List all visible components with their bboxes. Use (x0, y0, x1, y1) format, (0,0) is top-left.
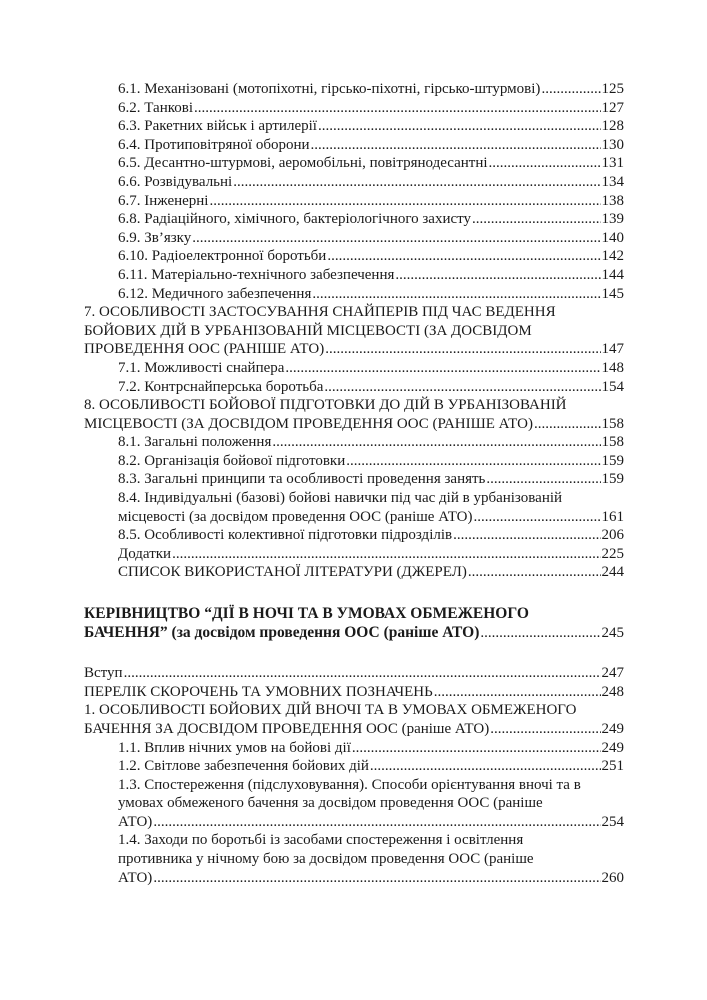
page-number: 249 (601, 739, 624, 756)
toc-entry-multiline[interactable] (84, 831, 624, 887)
dot-leader (233, 173, 600, 192)
toc-entry[interactable] (84, 452, 624, 471)
toc-entry[interactable] (84, 563, 624, 582)
spacer (84, 582, 624, 604)
entry-title: 8.1. Загальні положення (118, 434, 272, 451)
page-number: 138 (601, 192, 624, 209)
dot-leader (325, 340, 600, 359)
entry-title: БАЧЕННЯ” (за досвідом проведення ООС (раніше АТО) (84, 623, 480, 641)
toc-entry[interactable] (84, 210, 624, 229)
toc-entry[interactable] (84, 757, 624, 776)
table-of-contents (84, 80, 624, 887)
page-number: 127 (601, 99, 624, 116)
toc-entry[interactable] (84, 173, 624, 192)
dot-leader (285, 359, 600, 378)
toc-entry[interactable] (84, 415, 624, 434)
dot-leader (370, 757, 601, 776)
entry-title: 6.10. Радіоелектронної боротьби (118, 248, 327, 265)
dot-leader (541, 80, 600, 99)
entry-title: 6.1. Механізовані (мотопіхотні, гірсько-піхотні, гірсько-штурмові) (118, 81, 541, 97)
entry-title: СПИСОК ВИКОРИСТАНОЇ ЛІТЕРАТУРИ (ДЖЕРЕЛ) (118, 564, 467, 581)
toc-entry (118, 869, 624, 888)
entry-title: 6.4. Протиповітряної оборони (118, 136, 310, 153)
dot-leader (194, 99, 601, 118)
section-8-heading (84, 396, 624, 433)
toc-entry[interactable] (84, 545, 624, 564)
entry-title: МІСЦЕВОСТІ (ЗА ДОСВІДОМ ПРОВЕДЕННЯ ООС (РАНІШЕ АТО) (84, 415, 533, 432)
page-number: 154 (601, 378, 624, 395)
toc-entry-multiline[interactable] (84, 489, 624, 526)
page-number: 128 (601, 118, 624, 135)
entry-title: 6.9. Зв’язку (118, 229, 192, 246)
dot-leader (490, 720, 600, 739)
page-number: 148 (601, 359, 624, 376)
toc-entry[interactable] (84, 266, 624, 285)
toc-part1-list (84, 80, 624, 303)
dot-leader (327, 247, 600, 266)
entry-title: Додатки (118, 545, 172, 562)
entry-title: ПЕРЕЛІК СКОРОЧЕНЬ ТА УМОВНИХ ПОЗНАЧЕНЬ (84, 683, 433, 700)
entry-title: 7.2. Контрснайперська боротьба (118, 378, 324, 395)
dot-leader (352, 739, 601, 758)
page-number: 139 (601, 211, 624, 228)
entry-title: 6.3. Ракетних військ і артилерії (118, 118, 317, 135)
page-number: 254 (601, 813, 624, 830)
page-number: 225 (601, 545, 624, 562)
dot-leader (312, 285, 600, 304)
toc-entry[interactable] (84, 136, 624, 155)
page-number: 260 (601, 869, 624, 886)
page-number: 244 (601, 564, 624, 581)
entry-title-line: 1.3. Спостереження (підслуховування). Способи орієнтування вночі та в (118, 776, 581, 793)
toc-entry[interactable] (84, 433, 624, 452)
dot-leader (489, 154, 601, 173)
entry-title: 6.11. Матеріально-технічного забезпечення (118, 266, 395, 283)
page-number: 147 (601, 341, 624, 358)
entry-title: ПРОВЕДЕННЯ ООС (РАНІШЕ АТО) (84, 341, 325, 358)
toc-entry[interactable] (84, 117, 624, 136)
entry-title: 6.2. Танкові (118, 99, 193, 116)
entry-title: АТО) (118, 869, 153, 886)
toc-entry[interactable] (84, 285, 624, 304)
page-number: 249 (601, 720, 624, 737)
toc-entry[interactable] (84, 80, 624, 99)
toc-entry[interactable] (84, 340, 624, 359)
entry-title: 8.2. Організація бойової підготовки (118, 452, 346, 469)
dot-leader (311, 136, 601, 155)
dot-leader (318, 117, 601, 136)
dot-leader (124, 664, 601, 683)
toc-entry[interactable] (84, 664, 624, 683)
dot-leader (434, 683, 601, 702)
heading-line: 7. ОСОБЛИВОСТІ ЗАСТОСУВАННЯ СНАЙПЕРІВ ПІД ЧАС ВЕДЕННЯ (84, 304, 556, 321)
page-number: 247 (601, 665, 624, 682)
page-number: 159 (601, 452, 624, 469)
entry-title: 7.1. Можливості снайпера (118, 359, 285, 376)
toc-entry[interactable] (84, 154, 624, 173)
page-number: 159 (601, 471, 624, 488)
page-number: 145 (601, 285, 624, 302)
entry-title: 6.8. Радіаційного, хімічного, бактеріологічного захисту (118, 211, 472, 228)
toc-entry (84, 624, 624, 643)
entry-title: БАЧЕННЯ ЗА ДОСВІДОМ ПРОВЕДЕННЯ ООС (раніше АТО) (84, 720, 490, 737)
entry-title-line: 1.4. Заходи по боротьбі із засобами спостереження і освітлення (118, 832, 524, 849)
toc-entry[interactable] (84, 683, 624, 702)
entry-title: 8.3. Загальні принципи та особливості проведення занять (118, 471, 486, 488)
page-number: 131 (601, 155, 624, 172)
toc-entry[interactable] (84, 229, 624, 248)
dot-leader (468, 563, 601, 582)
section-1-heading[interactable] (84, 701, 624, 738)
dot-leader (272, 433, 600, 452)
page-number: 251 (601, 758, 624, 775)
entry-title: 6.7. Інженерні (118, 192, 209, 209)
entry-title: АТО) (118, 813, 153, 830)
page-number: 248 (601, 683, 624, 700)
toc-entry[interactable] (84, 247, 624, 266)
toc-entry[interactable] (84, 192, 624, 211)
entry-title: 1.1. Вплив нічних умов на бойові дії (118, 739, 351, 756)
toc-entry[interactable] (84, 526, 624, 545)
toc-entry (118, 508, 624, 527)
heading-line: 8. ОСОБЛИВОСТІ БОЙОВОЇ ПІДГОТОВКИ ДО ДІЙ В УРБАНІЗОВАНІЙ (84, 397, 567, 414)
dot-leader (474, 508, 601, 527)
entry-title-line: противника у нічному бою за досвідом проведення ООС (раніше (118, 851, 534, 868)
toc-entry[interactable] (84, 378, 624, 397)
entry-title: 1.2. Світлове забезпечення бойових дій (118, 758, 369, 775)
entry-title: 6.5. Десантно-штурмові, аеромобільні, повітрянодесантні (118, 155, 488, 172)
toc-entry (118, 813, 624, 832)
toc-entry[interactable] (84, 739, 624, 758)
toc-entry[interactable] (84, 470, 624, 489)
dot-leader (472, 210, 600, 229)
entry-title: місцевості (за досвідом проведення ООС (раніше АТО) (118, 508, 473, 525)
entry-title-line: 8.4. Індивідуальні (базові) бойові навички під час дій в урбанізованій (118, 490, 563, 507)
dot-leader (153, 869, 600, 888)
dot-leader (172, 545, 600, 564)
heading-line: БОЙОВИХ ДІЙ В УРБАНІЗОВАНІЙ МІСЦЕВОСТІ (ЗА ДОСВІДОМ (84, 322, 532, 339)
dot-leader (324, 378, 600, 397)
entry-title-line: умовах обмеженого бачення за досвідом проведення ООС (раніше (118, 795, 543, 812)
dot-leader (192, 229, 600, 248)
dot-leader (395, 266, 600, 285)
page-number: 142 (601, 248, 624, 265)
page-number: 245 (601, 624, 624, 641)
guide-heading[interactable] (84, 604, 624, 642)
page-number: 158 (601, 434, 624, 451)
dot-leader (453, 526, 600, 545)
page-number: 161 (601, 508, 624, 525)
entry-title: Вступ (84, 665, 123, 682)
toc-entry[interactable] (84, 99, 624, 118)
toc-entry-multiline[interactable] (84, 776, 624, 832)
dot-leader (486, 470, 600, 489)
page-number: 134 (601, 173, 624, 190)
entry-title: 6.6. Розвідувальні (118, 173, 233, 190)
section-7-heading (84, 303, 624, 359)
toc-entry (84, 720, 624, 739)
page-number: 158 (601, 415, 624, 432)
page-number: 206 (601, 527, 624, 544)
dot-leader (346, 452, 600, 471)
dot-leader (209, 192, 600, 211)
entry-title: 8.5. Особливості колективної підготовки підрозділів (118, 527, 453, 544)
page-number: 125 (601, 81, 624, 97)
spacer (84, 642, 624, 664)
dot-leader (480, 624, 600, 643)
toc-entry[interactable] (84, 359, 624, 378)
heading-line: 1. ОСОБЛИВОСТІ БОЙОВИХ ДІЙ ВНОЧІ ТА В УМОВАХ ОБМЕЖЕНОГО (84, 702, 577, 719)
dot-leader (153, 813, 600, 832)
dot-leader (534, 415, 601, 434)
page-number: 144 (601, 266, 624, 283)
page-number: 140 (601, 229, 624, 246)
page-number: 130 (601, 136, 624, 153)
heading-line: КЕРІВНИЦТВО “ДІЇ В НОЧІ ТА В УМОВАХ ОБМЕЖЕНОГО (84, 605, 529, 623)
entry-title: 6.12. Медичного забезпечення (118, 285, 312, 302)
